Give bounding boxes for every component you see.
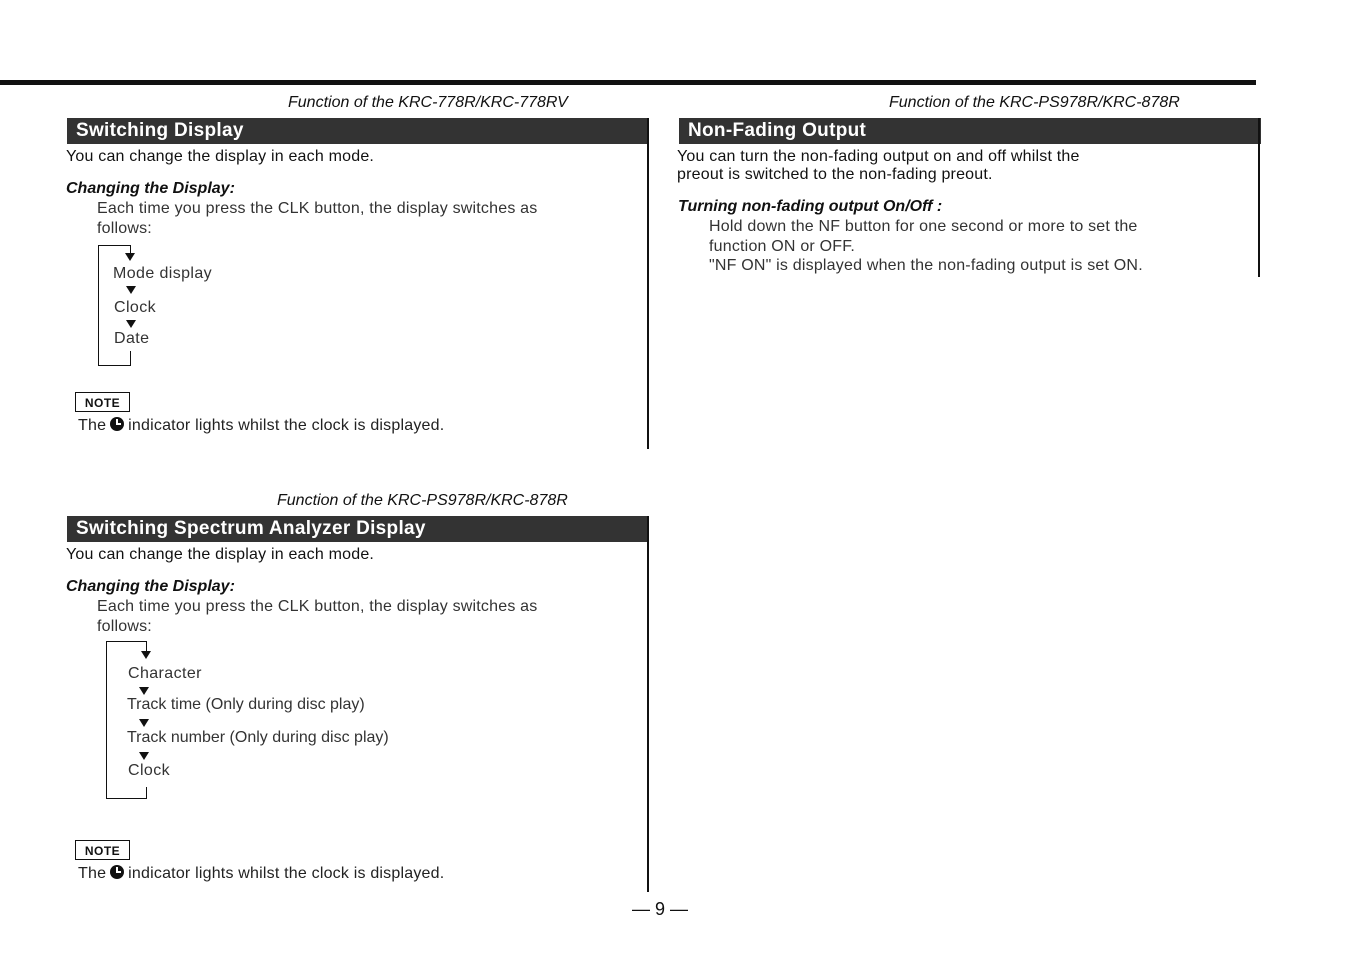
flow-step: Character <box>128 665 202 682</box>
flow-step: Date <box>114 330 150 347</box>
note-text-before: The <box>78 417 107 434</box>
note-text-after: indicator lights whilst the clock is displayed. <box>128 865 445 882</box>
flow-line-exit <box>130 351 131 366</box>
section-right-border <box>647 516 649 892</box>
arrow-down-icon <box>126 320 136 328</box>
subheading: Changing the Display: <box>66 180 235 197</box>
arrow-down-icon <box>139 719 149 727</box>
flow-line-entry <box>146 641 147 651</box>
section-right-border <box>1258 118 1260 277</box>
section-intro-line-2: preout is switched to the non-fading preout. <box>677 166 993 183</box>
note-text <box>78 865 444 883</box>
note-badge: NOTE <box>75 840 130 860</box>
function-of-label: Function of the KRC-778R/KRC-778RV <box>288 94 568 111</box>
section-intro-line-1: You can turn the non-fading output on and off whilst the <box>677 148 1080 165</box>
flow-step: Track time (Only during disc play) <box>127 696 365 713</box>
arrow-down-icon <box>126 286 136 294</box>
flow-line-exit <box>146 787 147 799</box>
flow-line-left <box>98 245 99 366</box>
top-rule <box>0 80 1256 85</box>
body-line-1: Each time you press the CLK button, the display switches as <box>97 200 538 217</box>
section-title-spectrum-display: Switching Spectrum Analyzer Display <box>67 516 649 542</box>
section-title-non-fading-output: Non-Fading Output <box>679 118 1261 144</box>
arrow-down-icon <box>139 752 149 760</box>
clock-icon <box>110 417 124 431</box>
arrow-down-icon <box>141 651 151 659</box>
body-line-2: function ON or OFF. <box>709 238 856 255</box>
section-title-switching-display: Switching Display <box>67 118 649 144</box>
note-text-after: indicator lights whilst the clock is displayed. <box>128 417 445 434</box>
function-of-label: Function of the KRC-PS978R/KRC-878R <box>277 492 568 509</box>
function-of-label: Function of the KRC-PS978R/KRC-878R <box>889 94 1180 111</box>
page-number: — 9 — <box>631 899 688 919</box>
flow-line-top <box>98 245 131 246</box>
flow-line-bottom <box>106 798 147 799</box>
body-line-3: "NF ON" is displayed when the non-fading output is set ON. <box>709 257 1143 274</box>
flow-step: Mode display <box>113 265 213 282</box>
subheading: Changing the Display: <box>66 578 235 595</box>
clock-icon <box>110 865 124 879</box>
note-text-before: The <box>78 865 107 882</box>
note-text <box>78 417 444 435</box>
subheading: Turning non-fading output On/Off : <box>678 198 943 215</box>
flow-line-left <box>106 641 107 799</box>
body-line-1: Hold down the NF button for one second or more to set the <box>709 218 1138 235</box>
flow-line-bottom <box>98 365 131 366</box>
section-intro: You can change the display in each mode. <box>66 148 375 165</box>
arrow-down-icon <box>139 687 149 695</box>
section-right-border <box>647 118 649 449</box>
body-line-2: follows: <box>97 220 152 237</box>
arrow-down-icon <box>125 253 135 261</box>
flow-line-top <box>106 641 147 642</box>
section-intro: You can change the display in each mode. <box>66 546 375 563</box>
body-line-2: follows: <box>97 618 152 635</box>
flow-step: Clock <box>114 299 157 316</box>
flow-step: Track number (Only during disc play) <box>127 729 389 746</box>
body-line-1: Each time you press the CLK button, the display switches as <box>97 598 538 615</box>
flow-step: Clock <box>128 762 171 779</box>
note-badge: NOTE <box>75 392 130 412</box>
